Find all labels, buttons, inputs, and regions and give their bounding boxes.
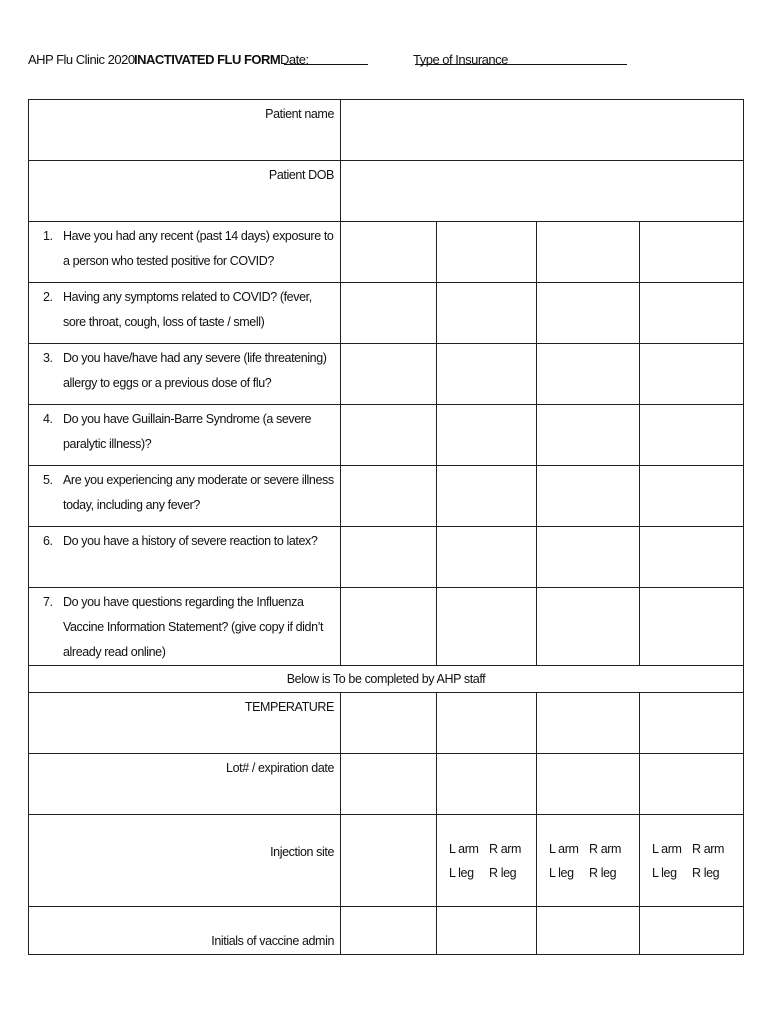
question-row [29,588,744,666]
answer-cell[interactable] [537,405,640,466]
initials-cell[interactable] [537,907,640,955]
lot-cell[interactable] [437,754,537,815]
injection-options-cell [537,815,640,907]
question-row [29,405,744,466]
answer-cell[interactable] [640,222,744,283]
option-r-leg[interactable]: R leg [589,866,617,880]
initials-cell[interactable] [640,907,744,955]
temperature-cell[interactable] [640,693,744,754]
injection-options [652,837,743,885]
answer-cell[interactable] [537,283,640,344]
answer-cell[interactable] [341,344,437,405]
injection-options-cell [640,815,744,907]
question-row [29,344,744,405]
question-row [29,527,744,588]
answer-cell[interactable] [341,466,437,527]
question-row [29,283,744,344]
option-l-leg[interactable]: L leg [449,866,474,880]
question-cell [29,588,341,666]
question-number: 2. [43,290,53,304]
insurance-blank[interactable] [415,52,627,65]
answer-cell[interactable] [341,283,437,344]
question-text: Are you experiencing any moderate or severe illness today, including any fever? [63,473,334,512]
clinic-name: AHP Flu Clinic 2020 [28,52,135,67]
question-cell [29,283,341,344]
patient-dob-cell[interactable] [341,161,744,222]
answer-cell[interactable] [437,222,537,283]
option-l-leg[interactable]: L leg [549,866,574,880]
form-header [28,52,748,72]
option-r-leg[interactable]: R leg [489,866,517,880]
initials-row [29,907,744,955]
injection-site-row [29,815,744,907]
answer-cell[interactable] [341,527,437,588]
insurance-label: Type of Insurance [413,52,508,67]
injection-cell[interactable] [341,815,437,907]
option-l-leg[interactable]: L leg [652,866,677,880]
question-cell [29,344,341,405]
flu-form-table [28,99,744,955]
option-r-leg[interactable]: R leg [692,866,720,880]
question-text: Have you had any recent (past 14 days) exposure to a person who tested positive for COVID? [63,229,334,268]
question-text: Do you have/have had any severe (life threatening) allergy to eggs or a previous dose of flu? [63,351,327,390]
option-r-arm[interactable]: R arm [489,842,522,856]
injection-options [449,837,536,885]
question-cell [29,466,341,527]
answer-cell[interactable] [437,344,537,405]
question-text: Do you have questions regarding the Influenza Vaccine Information Statement? (give copy if didn’t already read online) [63,595,324,659]
initials-label: Initials of vaccine admin [29,907,341,955]
answer-cell[interactable] [341,588,437,666]
answer-cell[interactable] [537,588,640,666]
answer-cell[interactable] [341,222,437,283]
question-text: Having any symptoms related to COVID? (fever, sore throat, cough, loss of taste / smell) [63,290,312,329]
injection-options [549,837,639,885]
question-row [29,222,744,283]
answer-cell[interactable] [640,588,744,666]
question-number: 3. [43,351,53,365]
question-number: 6. [43,534,53,548]
initials-cell[interactable] [437,907,537,955]
lot-cell[interactable] [341,754,437,815]
patient-name-cell[interactable] [341,100,744,161]
question-row [29,466,744,527]
answer-cell[interactable] [537,466,640,527]
patient-dob-label: Patient DOB [29,161,341,222]
answer-cell[interactable] [437,466,537,527]
question-cell [29,405,341,466]
answer-cell[interactable] [640,283,744,344]
question-cell [29,222,341,283]
answer-cell[interactable] [537,527,640,588]
answer-cell[interactable] [640,405,744,466]
question-cell [29,527,341,588]
question-number: 1. [43,229,53,243]
question-number: 5. [43,473,53,487]
option-l-arm[interactable]: L arm [549,842,579,856]
form-title: INACTIVATED FLU FORM [134,52,281,67]
answer-cell[interactable] [341,405,437,466]
option-l-arm[interactable]: L arm [652,842,682,856]
question-text: Do you have Guillain-Barre Syndrome (a severe paralytic illness)? [63,412,312,451]
temperature-cell[interactable] [437,693,537,754]
patient-name-row [29,100,744,161]
temperature-row [29,693,744,754]
lot-expiration-label: Lot# / expiration date [29,754,341,815]
temperature-cell[interactable] [537,693,640,754]
injection-site-label: Injection site [29,815,341,907]
question-text: Do you have a history of severe reaction to latex? [63,534,318,548]
answer-cell[interactable] [437,405,537,466]
staff-section-row [29,666,744,693]
initials-cell[interactable] [341,907,437,955]
lot-cell[interactable] [640,754,744,815]
lot-cell[interactable] [537,754,640,815]
date-label: Date: [280,52,309,67]
question-number: 4. [43,412,53,426]
date-blank[interactable] [284,52,368,65]
answer-cell[interactable] [437,527,537,588]
answer-cell[interactable] [437,588,537,666]
injection-options-cell [437,815,537,907]
answer-cell[interactable] [437,283,537,344]
answer-cell[interactable] [640,344,744,405]
answer-cell[interactable] [537,222,640,283]
answer-cell[interactable] [537,344,640,405]
lot-row [29,754,744,815]
patient-dob-row [29,161,744,222]
option-r-arm[interactable]: R arm [589,842,622,856]
answer-cell[interactable] [640,527,744,588]
option-r-arm[interactable]: R arm [692,842,725,856]
staff-section-label: Below is To be completed by AHP staff [29,666,744,693]
temperature-label: TEMPERATURE [29,693,341,754]
answer-cell[interactable] [640,466,744,527]
option-l-arm[interactable]: L arm [449,842,479,856]
question-number: 7. [43,595,53,609]
patient-name-label: Patient name [29,100,341,161]
temperature-cell[interactable] [341,693,437,754]
